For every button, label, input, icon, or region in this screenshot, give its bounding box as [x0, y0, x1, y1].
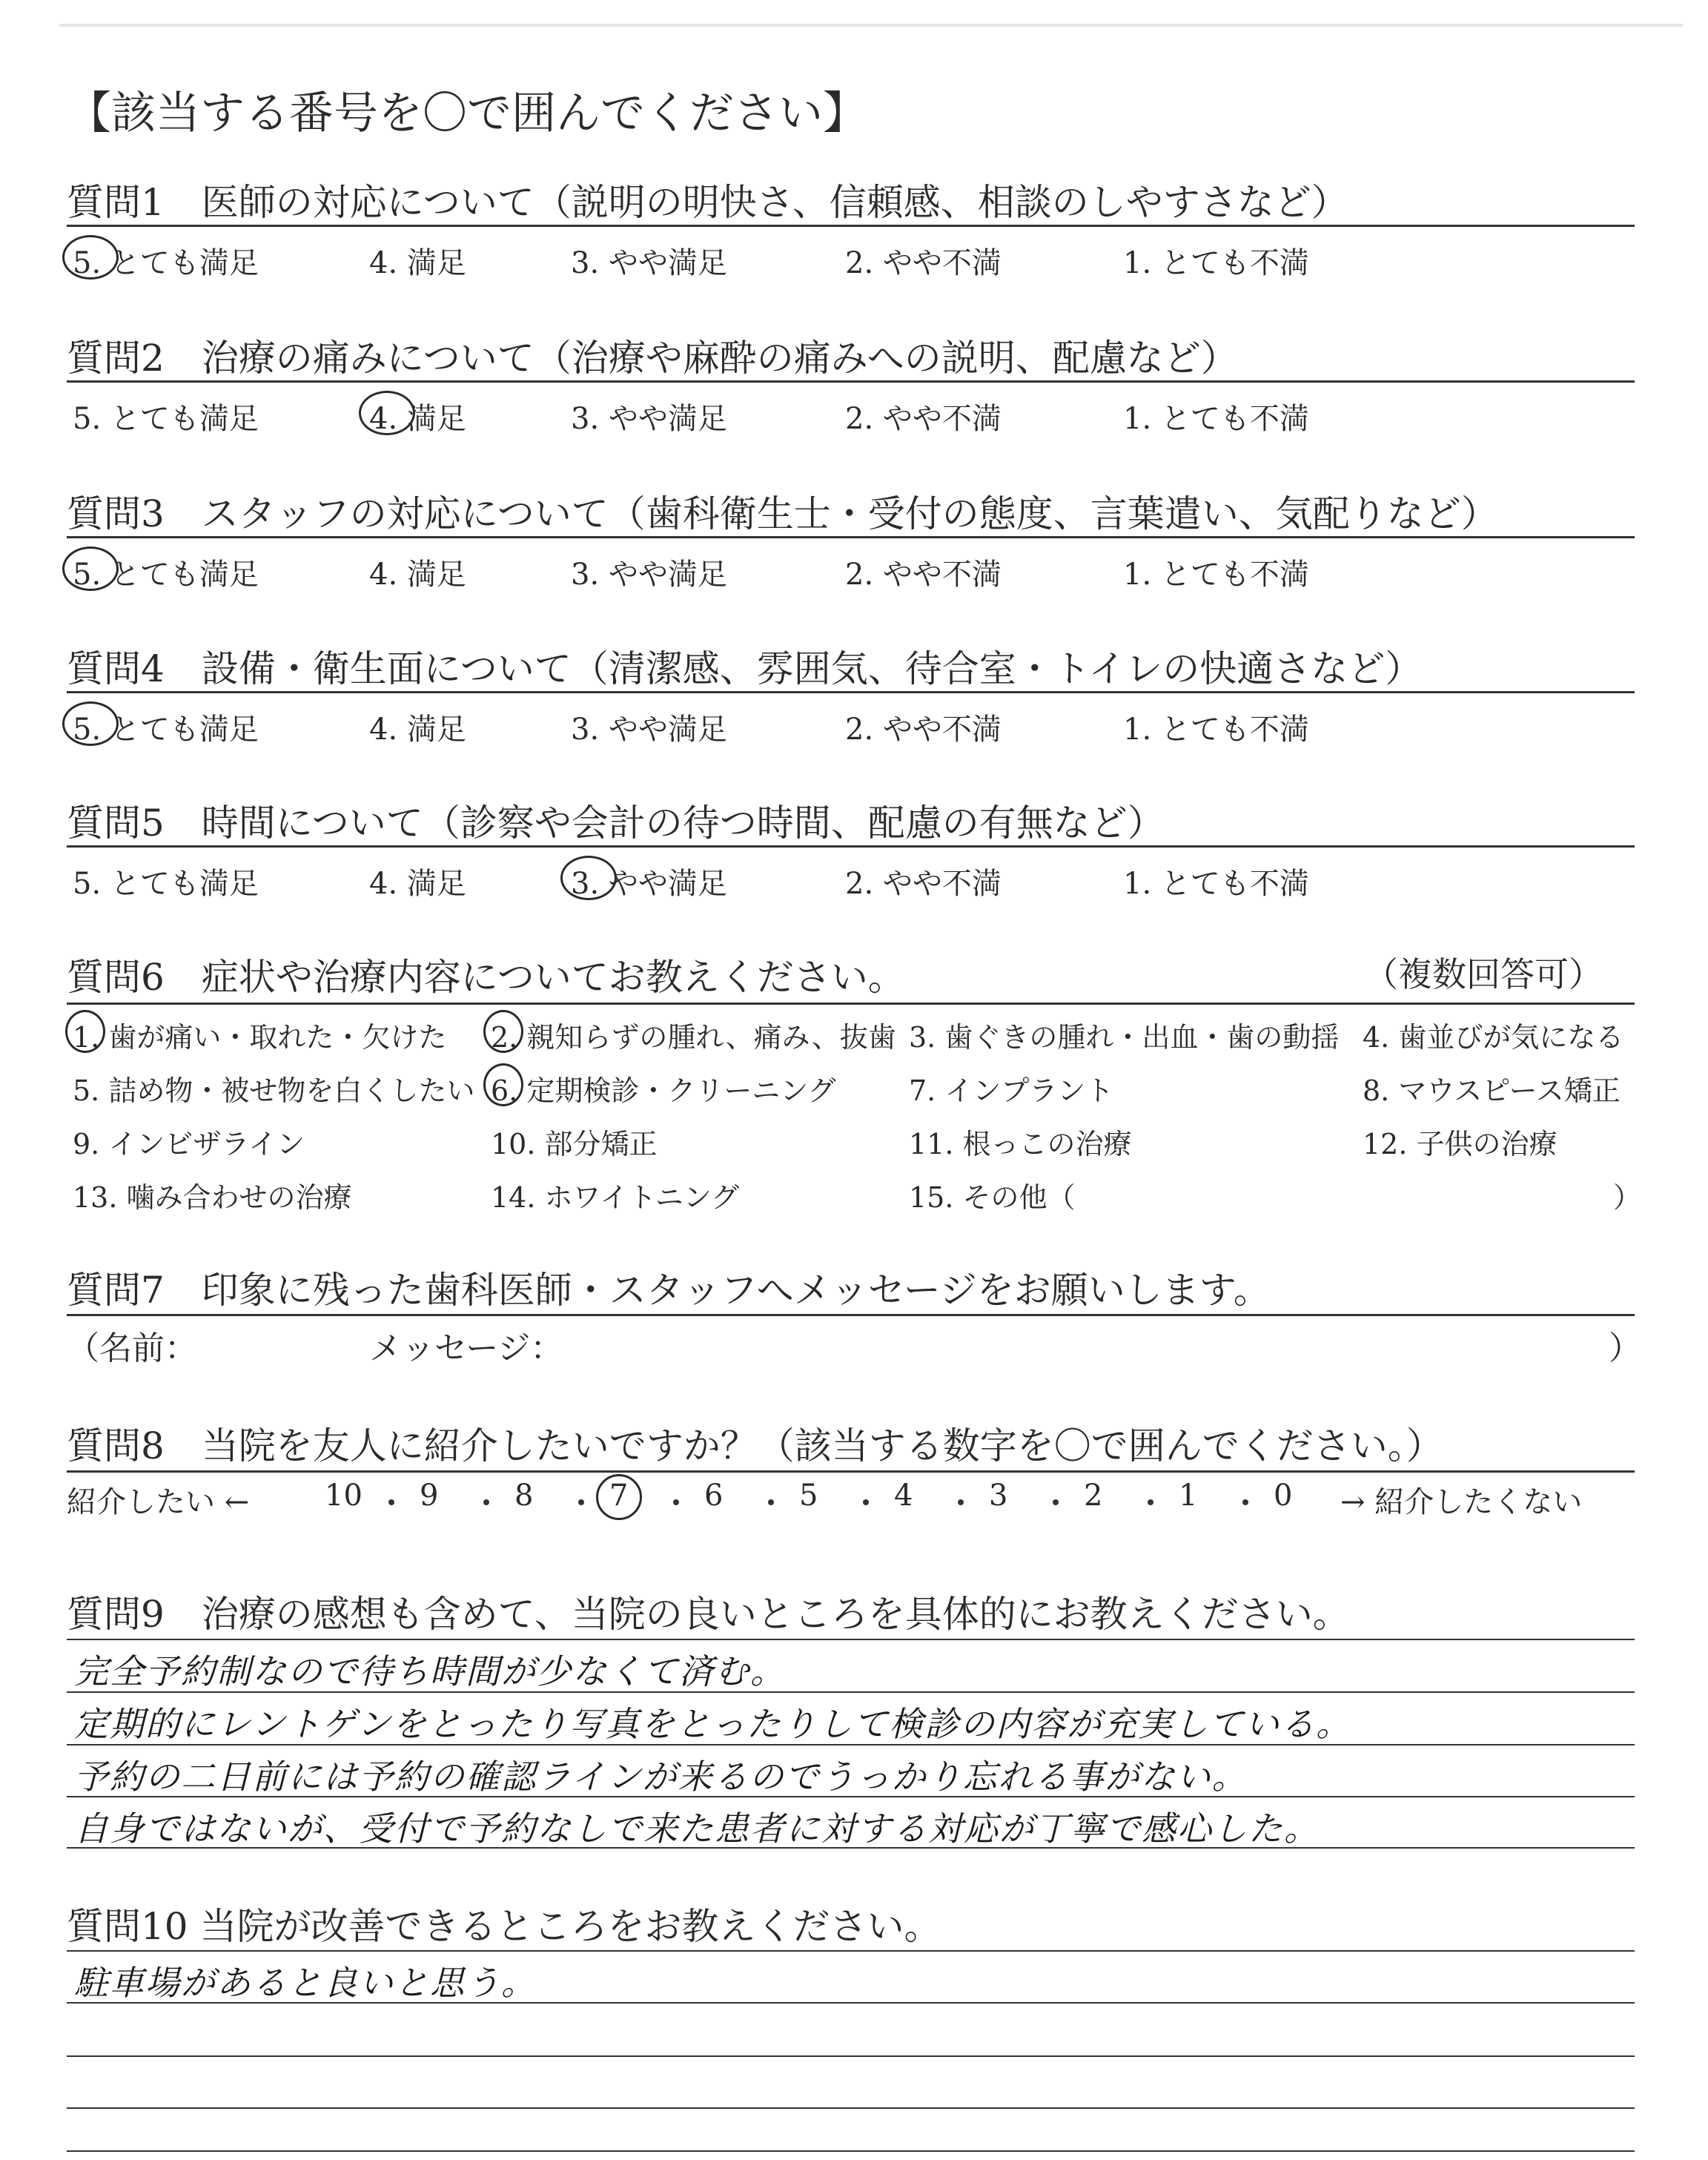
q6-option-14: 14. ホワイトニング: [491, 1181, 740, 1214]
q6-selected-circle-6: [483, 1063, 523, 1106]
q1-option-3: 3. やや満足: [571, 246, 727, 280]
q3-heading: 質問3 スタッフの対応について（歯科衛生士・受付の態度、言葉遣い、気配りなど）: [67, 492, 1498, 535]
q8-right-label: → 紹介したくない: [1340, 1485, 1583, 1519]
scan-top-edge: [59, 24, 1683, 27]
q9-answer-4: 自身ではないが、受付で予約なしで来た患者に対する対応が丁寧で感心した。: [74, 1809, 1320, 1849]
q6-heading: 質問6 症状や治療内容についてお教えください。: [67, 956, 905, 999]
q3-rule: [67, 536, 1635, 538]
q6-option-3: 3. 歯ぐきの腫れ・出血・歯の動揺: [909, 1021, 1340, 1054]
q10-heading: 質問10 当院が改善できるところをお教えください。: [67, 1905, 941, 1948]
q6-option-2: 2. 親知らずの腫れ、痛み、抜歯: [491, 1021, 896, 1054]
q9-answer-1: 完全予約制なので待ち時間が少なくて済む。: [74, 1651, 786, 1691]
q8-scale-7: 7: [609, 1479, 629, 1513]
q6-option-15: 15. その他（: [909, 1181, 1076, 1214]
q1-option-2: 2. やや不満: [845, 246, 1002, 280]
q3-option-4: 4. 満足: [369, 558, 466, 592]
q8-separator-dot: [388, 1499, 394, 1505]
q9-answer-2: 定期的にレントゲンをとったり写真をとったりして検診の内容が充実している。: [74, 1704, 1352, 1744]
q10-line-1: [67, 1950, 1635, 1952]
q3-option-1: 1. とても不満: [1123, 558, 1309, 592]
q8-selected-circle: [596, 1474, 642, 1520]
q8-heading: 質問8 当院を友人に紹介したいですか？（該当する数字を〇で囲んでください。）: [67, 1424, 1443, 1467]
q8-scale-0: 0: [1274, 1479, 1293, 1513]
q8-scale-1: 1: [1179, 1479, 1198, 1513]
q2-rule: [67, 380, 1635, 383]
q6-option-5: 5. 詰め物・被せ物を白くしたい: [73, 1074, 475, 1107]
q8-scale-9: 9: [420, 1479, 439, 1513]
q1-rule: [67, 225, 1635, 227]
q2-option-5: 5. とても満足: [73, 402, 259, 436]
q6-option-16: ）: [1613, 1181, 1642, 1214]
q2-option-1: 1. とても不満: [1123, 402, 1309, 436]
q6-option-6: 6. 定期検診・クリーニング: [491, 1074, 836, 1107]
q9-answer-3: 予約の二日前には予約の確認ラインが来るのでうっかり忘れる事がない。: [74, 1757, 1248, 1797]
q6-option-9: 9. インビザライン: [73, 1128, 305, 1160]
q8-scale-4: 4: [894, 1479, 913, 1513]
q8-scale-5: 5: [799, 1479, 818, 1513]
q7-rule: [67, 1314, 1635, 1316]
q8-scale-8: 8: [514, 1479, 534, 1513]
q6-option-13: 13. 噛み合わせの治療: [73, 1181, 352, 1214]
q3-option-5: 5. とても満足: [73, 558, 259, 592]
page-title: 【該当する番号を〇で囲んでください】: [67, 87, 867, 139]
q8-separator-dot: [768, 1499, 774, 1505]
q6-option-7: 7. インプラント: [909, 1074, 1114, 1107]
q6-note: （複数回答可）: [1364, 954, 1603, 994]
q5-heading: 質問5 時間について（診察や会計の待つ時間、配慮の有無など）: [67, 802, 1165, 845]
q8-separator-dot: [958, 1499, 964, 1505]
q7-close-paren: ）: [1609, 1330, 1641, 1367]
q2-option-2: 2. やや不満: [845, 402, 1002, 436]
q3-option-3: 3. やや満足: [571, 558, 727, 592]
q10-line-5: [67, 2150, 1635, 2152]
q1-option-1: 1. とても不満: [1123, 246, 1309, 280]
q8-separator-dot: [1242, 1499, 1248, 1505]
q10-answer-1: 駐車場があると良いと思う。: [74, 1963, 537, 2003]
q6-option-10: 10. 部分矯正: [491, 1128, 658, 1160]
q6-option-8: 8. マウスピース矯正: [1363, 1074, 1621, 1107]
q5-option-3: 3. やや満足: [571, 867, 727, 901]
q8-scale-2: 2: [1084, 1479, 1103, 1513]
q8-separator-dot: [1148, 1499, 1153, 1505]
q8-separator-dot: [863, 1499, 869, 1505]
q6-option-4: 4. 歯並びが気になる: [1363, 1021, 1624, 1054]
q4-rule: [67, 691, 1635, 693]
q8-separator-dot: [483, 1499, 489, 1505]
q4-option-4: 4. 満足: [369, 713, 466, 747]
q1-selected-circle: [62, 235, 119, 280]
q9-line-1: [67, 1639, 1635, 1640]
q6-selected-circle-2: [483, 1010, 523, 1053]
q5-option-2: 2. やや不満: [845, 867, 1002, 901]
q6-option-11: 11. 根っこの治療: [909, 1128, 1132, 1160]
q5-option-1: 1. とても不満: [1123, 867, 1309, 901]
q4-option-2: 2. やや不満: [845, 713, 1002, 747]
q3-selected-circle: [62, 546, 119, 591]
q8-rule: [67, 1470, 1635, 1473]
q2-selected-circle: [359, 391, 415, 435]
q1-heading: 質問1 医師の対応について（説明の明快さ、信頼感、相談のしやすさなど）: [67, 181, 1348, 224]
q10-line-4: [67, 2107, 1635, 2109]
q6-rule: [67, 1003, 1635, 1005]
q4-heading: 質問4 設備・衛生面について（清潔感、雰囲気、待合室・トイレの快適さなど）: [67, 647, 1423, 690]
q7-name-label: （名前：: [67, 1330, 197, 1367]
q1-option-5: 5. とても満足: [73, 246, 259, 280]
q8-scale-3: 3: [989, 1479, 1008, 1513]
q8-separator-dot: [578, 1499, 584, 1505]
q4-selected-circle: [62, 701, 119, 746]
q7-heading: 質問7 印象に残った歯科医師・スタッフへメッセージをお願いします。: [67, 1269, 1271, 1312]
q5-selected-circle: [560, 856, 617, 900]
q6-option-1: 1. 歯が痛い・取れた・欠けた: [73, 1021, 447, 1054]
q5-option-4: 4. 満足: [369, 867, 466, 901]
q10-line-3: [67, 2055, 1635, 2057]
q3-option-2: 2. やや不満: [845, 558, 1002, 592]
q8-separator-dot: [673, 1499, 679, 1505]
q1-option-4: 4. 満足: [369, 246, 466, 280]
q6-selected-circle-1: [65, 1010, 105, 1053]
q2-option-4: 4. 満足: [369, 402, 466, 436]
q2-heading: 質問2 治療の痛みについて（治療や麻酔の痛みへの説明、配慮など）: [67, 337, 1238, 380]
q6-option-12: 12. 子供の治療: [1363, 1128, 1558, 1160]
q4-option-5: 5. とても満足: [73, 713, 259, 747]
q8-scale-6: 6: [704, 1479, 724, 1513]
q8-scale-10: 10: [325, 1479, 363, 1513]
q9-heading: 質問9 治療の感想も含めて、当院の良いところを具体的にお教えください。: [67, 1593, 1350, 1636]
q8-separator-dot: [1053, 1499, 1059, 1505]
q4-option-3: 3. やや満足: [571, 713, 727, 747]
q5-rule: [67, 845, 1635, 848]
q2-option-3: 3. やや満足: [571, 402, 727, 436]
q5-option-5: 5. とても満足: [73, 867, 259, 901]
q7-message-label: メッセージ：: [369, 1330, 563, 1367]
q8-left-label: 紹介したい ←: [67, 1485, 250, 1519]
q4-option-1: 1. とても不満: [1123, 713, 1309, 747]
